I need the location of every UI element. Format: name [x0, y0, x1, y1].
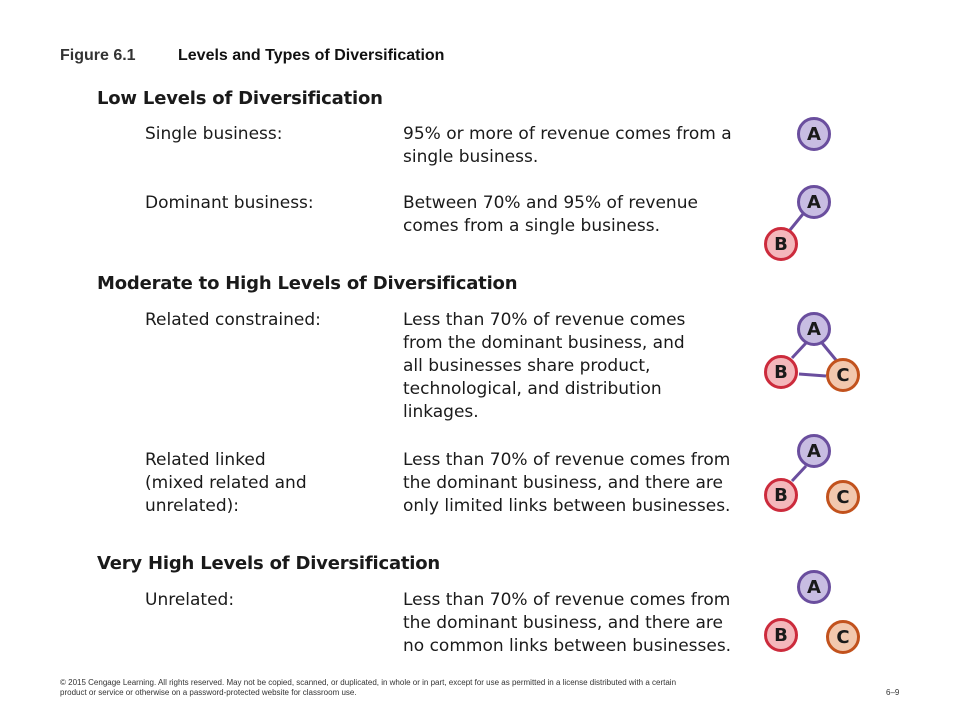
desc-unrelated: Less than 70% of revenue comes from the dominant business, and there are no common links between businesses.: [403, 590, 732, 656]
desc-dominant-business: Between 70% and 95% of revenue comes from a single business.: [403, 193, 698, 236]
node-linked-c: C: [826, 480, 860, 514]
term-single-business: Single business:: [145, 124, 283, 144]
link-dominant-a-b: [790, 214, 803, 230]
figure-title: Levels and Types of Diversification: [178, 47, 445, 64]
node-linked-a: A: [797, 434, 831, 468]
node-unrelated-a: A: [797, 570, 831, 604]
term-unrelated: Unrelated:: [145, 590, 235, 610]
term-related-constrained: Related constrained:: [145, 310, 321, 330]
section-heading-moderate: Moderate to High Levels of Diversification: [97, 273, 518, 294]
term-related-linked: Related linked (mixed related and unrelated):: [145, 450, 307, 516]
link-constrained-a-c: [822, 343, 836, 360]
node-dominant-a: A: [797, 185, 831, 219]
section-heading-low: Low Levels of Diversification: [97, 88, 383, 109]
desc-related-linked: Less than 70% of revenue comes from the dominant business, and there are only limited links between businesses.: [403, 450, 731, 516]
section-heading-very-high: Very High Levels of Diversification: [97, 553, 441, 574]
node-constrained-c: C: [826, 358, 860, 392]
term-dominant-business: Dominant business:: [145, 193, 314, 213]
node-constrained-a: A: [797, 312, 831, 346]
desc-single-business: 95% or more of revenue comes from a single business.: [403, 124, 732, 167]
link-constrained-a-b: [792, 343, 806, 358]
node-unrelated-b: B: [764, 618, 798, 652]
link-constrained-b-c: [799, 374, 826, 376]
node-constrained-b: B: [764, 355, 798, 389]
node-dominant-b: B: [764, 227, 798, 261]
figure-label: Figure 6.1: [60, 47, 136, 64]
node-linked-b: B: [764, 478, 798, 512]
node-single-a: A: [797, 117, 831, 151]
desc-related-constrained: Less than 70% of revenue comes from the dominant business, and all businesses share product, technological, and distribution linkages.: [403, 310, 686, 422]
node-unrelated-c: C: [826, 620, 860, 654]
copyright-notice: © 2015 Cengage Learning. All rights reserved. May not be copied, scanned, or duplicated, in whole or in part, except for use as permitted in a license distributed with a certain product or service or otherwise on a password-protected website for classroom use.: [60, 678, 677, 697]
slide-number: 6–9: [886, 688, 900, 697]
link-linked-a-b: [792, 466, 806, 481]
